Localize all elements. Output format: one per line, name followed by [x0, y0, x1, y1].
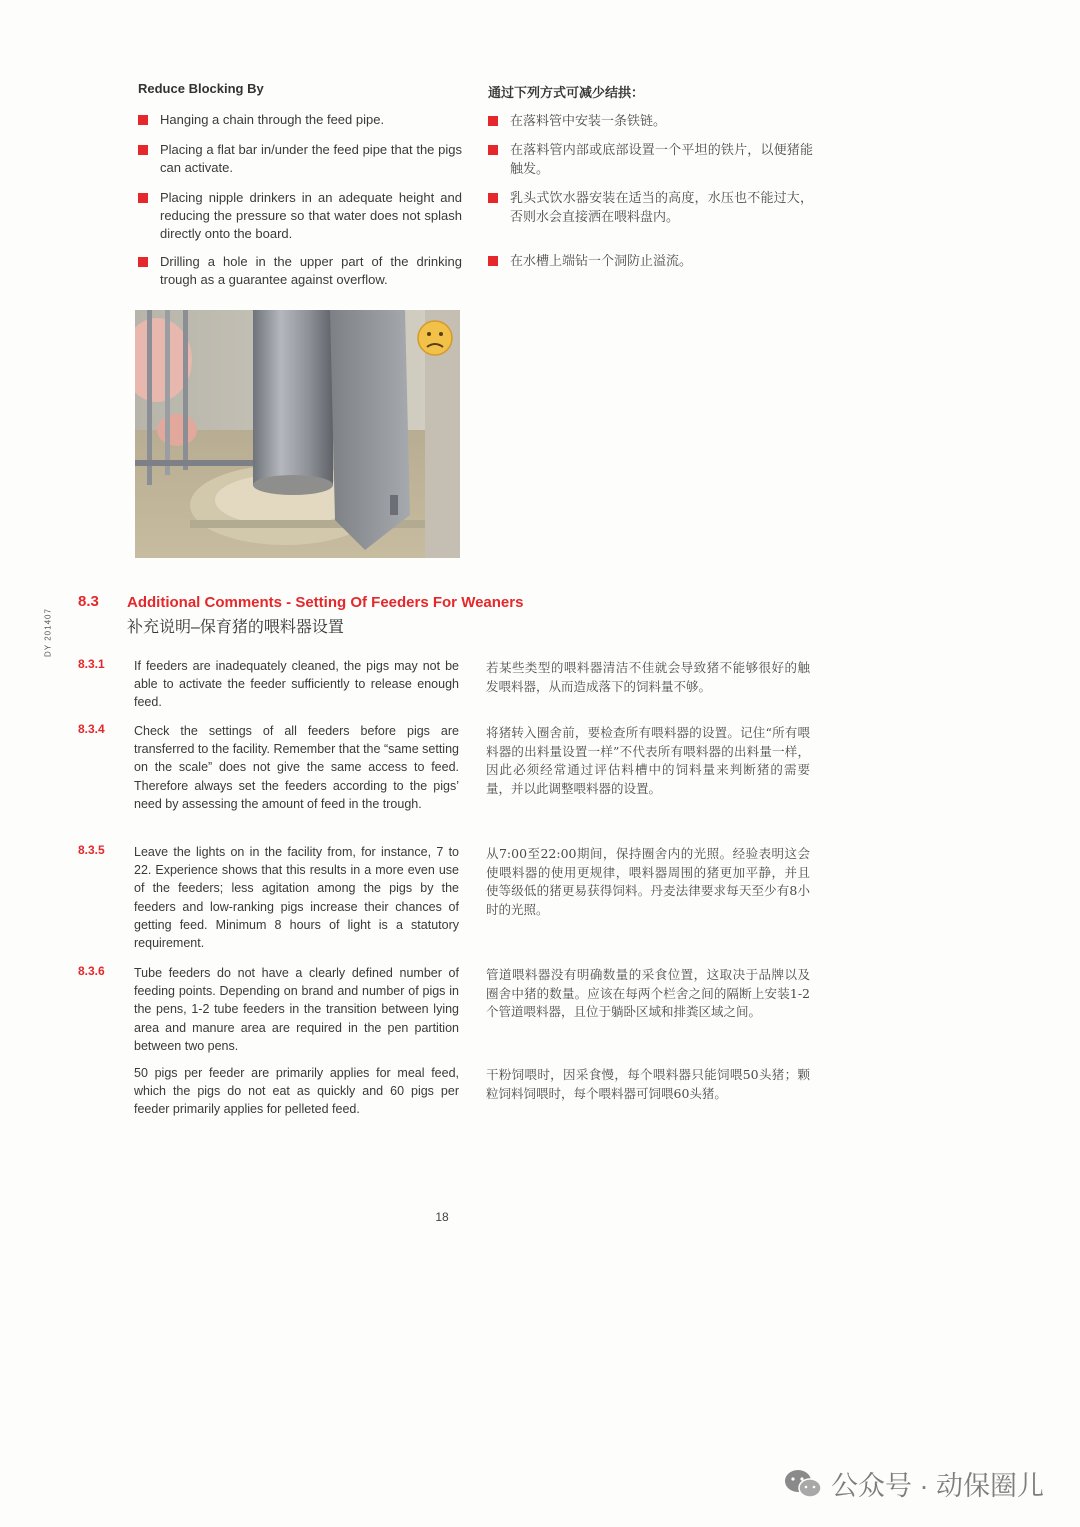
list-item: Hanging a chain through the feed pipe. — [138, 111, 462, 129]
reduce-blocking-list-zh — [488, 112, 813, 271]
subsection-number: 8.3.1 — [78, 657, 105, 671]
red-bullet-icon — [138, 145, 148, 155]
red-bullet-icon — [138, 115, 148, 125]
list-item: Drilling a hole in the upper part of the drinking trough as a guarantee against overflow. — [138, 253, 462, 289]
subsection-text-zh: 将猪转入圈舍前，要检查所有喂料器的设置。记住“所有喂料器的出料量设置一样”不代表所有喂料器的出料量一样，因此必须经常通过评估料槽中的饲料量来判断猪的需要量，并以此调整喂料器的设置。 — [486, 725, 810, 796]
red-bullet-icon — [488, 116, 498, 126]
red-bullet-icon — [488, 256, 498, 266]
section-number: 8.3 — [78, 593, 99, 610]
reduce-blocking-list-en — [138, 111, 462, 300]
section-title-en: Additional Comments - Setting Of Feeders For Weaners — [127, 594, 524, 611]
subsection-text-en: Tube feeders do not have a clearly defined number of feeding points. Depending on brand and number of pigs in the pens, 1-2 tube feeders in the transition between lying area and manure area are required in the pen partition between two pens. — [134, 966, 459, 1053]
watermark-text: 公众号 · 动保圈儿 — [831, 1471, 1044, 1501]
watermark — [783, 1464, 1044, 1503]
list-item: 在落料管内部或底部设置一个平坦的铁片，以便猪能触发。 — [488, 141, 813, 179]
subsection-number: 8.3.5 — [78, 843, 105, 857]
subsection-text-zh: 从7:00至22:00期间，保持圈舍内的光照。经验表明这会使喂料器的使用更规律，喂料器周围的猪更加平静，并且使等级低的猪更易获得饲料。丹麦法律要求每天至少有8小时的光照。 — [486, 846, 810, 917]
subsection-text-zh-2: 干粉饲喂时，因采食慢，每个喂料器只能饲喂50头猪；颗粒饲料饲喂时，每个喂料器可饲喂60头猪。 — [486, 1067, 810, 1101]
list-item: Placing a flat bar in/under the feed pipe that the pigs can activate. — [138, 141, 462, 177]
subsection-text-en: Check the settings of all feeders before pigs are transferred to the facility. Remember that the “same setting on the scale” does not give the same access to feed. Therefore always set the feeders according to the pigs’ need by assessing the amount of feed in the trough. — [134, 724, 459, 811]
subsection-text-zh: 管道喂料器没有明确数量的采食位置，这取决于品牌以及圈舍中猪的数量。应该在每两个栏舍之间的隔断上安装1-2个管道喂料器，且位于躺卧区域和排粪区域之间。 — [486, 967, 810, 1019]
reduce-blocking-heading-en: Reduce Blocking By — [138, 81, 264, 96]
red-bullet-icon — [488, 145, 498, 155]
subsection-text-zh: 若某些类型的喂料器清洁不佳就会导致猪不能够很好的触发喂料器，从而造成落下的饲料量不够。 — [486, 660, 810, 694]
subsection-text-en: Leave the lights on in the facility from, for instance, 7 to 22. Experience shows that this results in a more even use of the feeders; less agitation among the pigs by the feeders and low-ranking pigs increase their chances of getting feed. Minimum 8 hours of light is a statutory requirement. — [134, 845, 459, 951]
list-item: 在落料管中安装一条铁链。 — [488, 112, 813, 131]
feeder-photo — [135, 310, 460, 558]
subsection-text-en: If feeders are inadequately cleaned, the pigs may not be able to activate the feeder sufficiently to release enough feed. — [134, 659, 459, 710]
reduce-blocking-heading-zh: 通过下列方式可减少结拱： — [488, 86, 645, 101]
page-number: 18 — [435, 1210, 449, 1224]
section-title-zh: 补充说明–保育猪的喂料器设置 — [127, 619, 344, 636]
side-document-code: DY 201407 — [43, 608, 53, 657]
list-item: 乳头式饮水器安装在适当的高度，水压也不能过大，否则水会直接洒在喂料盘内。 — [488, 189, 813, 227]
list-item: 在水槽上端钻一个洞防止溢流。 — [488, 252, 813, 271]
subsection-number: 8.3.4 — [78, 722, 105, 736]
red-bullet-icon — [138, 193, 148, 203]
subsection-number: 8.3.6 — [78, 964, 105, 978]
list-item: Placing nipple drinkers in an adequate height and reducing the pressure so that water does not splash directly onto the board. — [138, 189, 462, 243]
subsection-text-en-2: 50 pigs per feeder are primarily applies for meal feed, which the pigs do not eat as quickly and 60 pigs per feeder primarily applies for pelleted feed. — [134, 1066, 459, 1117]
red-bullet-icon — [138, 257, 148, 267]
red-bullet-icon — [488, 193, 498, 203]
sad-face-icon — [418, 321, 452, 355]
wechat-icon — [783, 1467, 823, 1501]
